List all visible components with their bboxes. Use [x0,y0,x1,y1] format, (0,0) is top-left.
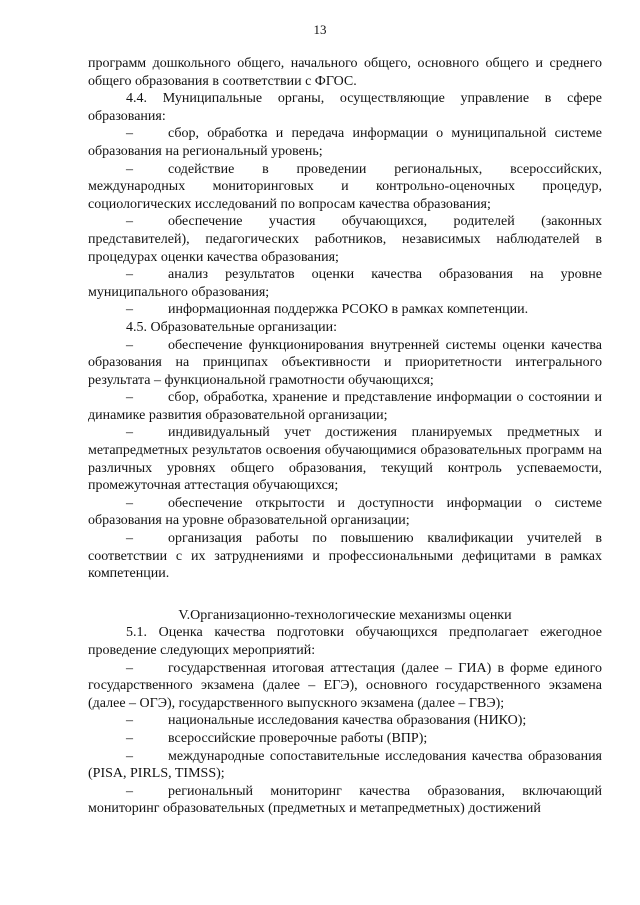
list-item [88,213,602,266]
section-title: V.Организационно-технологические механизмы оценки [178,607,512,623]
list-marker: – [126,425,133,441]
list-marker: – [126,495,133,511]
list-item-text: содействие в проведении региональных, всероссийских, международных мониторинговых и контрольно-оценочных процедур, социологических исследований по вопросам качества образования; [88,161,602,212]
list-marker: – [126,302,133,318]
list-marker: – [126,161,133,177]
list-item-text: государственная итоговая аттестация (далее – ГИА) в форме единого государственного экзамена (далее – ЕГЭ), основного государственного экзамена (далее – ОГЭ), государственного выпускного экзамена (далее – ГВЭ); [88,660,602,711]
list-marker: – [126,337,133,353]
list-marker: – [126,267,133,283]
list-marker: – [126,390,133,406]
list-item-text: обеспечение функционирования внутренней системы оценки качества образования на принципах объективности и приоритетности интегрального результата – функциональной грамотности обучающихся; [88,337,602,388]
list-marker: – [126,126,133,142]
list-item [88,530,602,583]
paragraph-continuation: программ дошкольного общего, начального общего, основного общего и среднего общего образования в соответствии с ФГОС. [88,56,602,89]
list-item-text: всероссийские проверочные работы (ВПР); [168,730,428,746]
list-item-text: национальные исследования качества образования (НИКО); [168,713,527,729]
list-item [88,730,602,748]
paragraph: 5.1. Оценка качества подготовки обучающихся предполагает ежегодное проведение следующих мероприятий: [88,625,602,658]
list-item [88,495,602,530]
list-marker: – [126,214,133,230]
section-spacer [88,583,602,607]
list-marker: – [126,660,133,676]
list-item-text: международные сопоставительные исследования качества образования (PISA, PIRLS, TIMSS); [88,748,602,782]
list-item [88,783,602,818]
list-item [88,301,602,319]
list-marker: – [126,730,133,746]
list-item [88,337,602,390]
list-item [88,712,602,730]
list-item-text: сбор, обработка и передача информации о муниципальной системе образования на региональный уровень; [88,126,602,159]
list-item-text: региональный мониторинг качества образования, включающий мониторинг образовательных (предметных и метапредметных) достижений [88,783,602,817]
list-item [88,660,602,713]
list-marker: – [126,748,133,764]
list-item [88,389,602,424]
list-marker: – [126,783,133,799]
list-marker: – [126,713,133,729]
page-number: 13 [313,22,327,37]
list-item [88,125,602,160]
list-item [88,266,602,301]
document-body [88,55,602,818]
list-item-text: сбор, обработка, хранение и представление информации о состоянии и динамике развития образовательной организации; [88,390,602,423]
list-item-text: обеспечение участия обучающихся, родителей (законных представителей), педагогических работников, независимых наблюдателей в процедурах оценки качества образования; [88,214,602,265]
paragraph: 4.4. Муниципальные органы, осуществляющие управление в сфере образования: [88,91,602,124]
list-item-text: обеспечение открытости и доступности информации о системе образования на уровне образовательной организации; [88,495,602,529]
list-item [88,424,602,494]
paragraph: 4.5. Образовательные организации: [126,319,338,335]
list-item [88,748,602,783]
list-item-text: информационная поддержка РСОКО в рамках компетенции. [168,302,529,318]
list-item-text: анализ результатов оценки качества образования на уровне муниципального образования; [88,267,602,300]
list-marker: – [126,531,133,547]
list-item [88,161,602,214]
list-item-text: организация работы по повышению квалификации учителей в соответствии с их затруднениями и профессиональными дефицитами в рамках компетенции. [88,531,602,582]
list-item-text: индивидуальный учет достижения планируемых предметных и метапредметных результатов освоения обучающимися образовательных программ на различных уровнях общего образования, текущий контроль успеваемости, промежуточная аттестация обучающихся; [88,425,602,494]
